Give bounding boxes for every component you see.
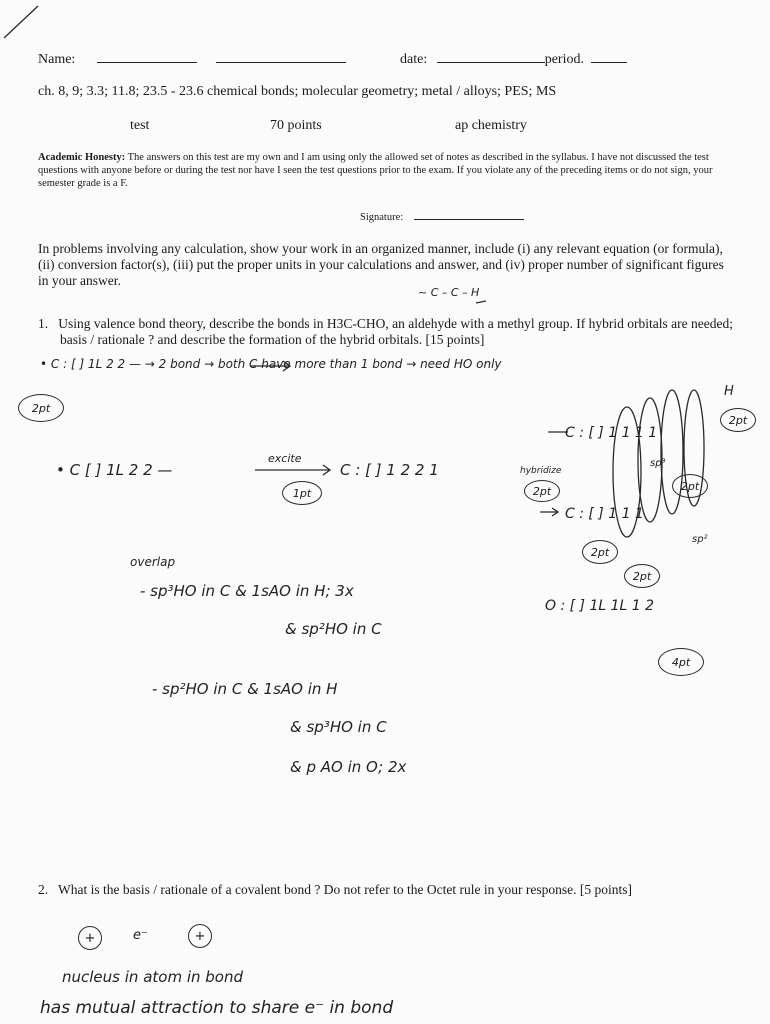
question-2-text: What is the basis / rationale of a covalent bond ? Do not refer to the Octet rule in your response. [5 points] bbox=[58, 882, 632, 897]
date-field[interactable] bbox=[437, 50, 545, 63]
date-label: date: bbox=[400, 52, 428, 67]
nucleus-circle-2: + bbox=[188, 924, 212, 948]
hw-sp2: sp² bbox=[692, 534, 708, 545]
hw-line-1: • C : [ ] 1L 2 2 — → 2 bond → both C have more than 1 bond → need HO only bbox=[40, 357, 502, 371]
hw-line-2b: C : [ ] 1 2 2 1 bbox=[340, 461, 439, 479]
hw-overlap-5: & p AO in O; 2x bbox=[290, 758, 407, 776]
points-circle-o: 4pt bbox=[658, 648, 704, 676]
signature-field[interactable] bbox=[414, 210, 524, 220]
hw-overlap-3: - sp²HO in C & 1sAO in H bbox=[152, 680, 338, 698]
hw-overlap: overlap bbox=[130, 555, 176, 569]
points-circle-a: 2pt bbox=[720, 408, 756, 432]
period-field[interactable] bbox=[591, 50, 627, 63]
question-1-text: Using valence bond theory, describe the bonds in H3C-CHO, an aldehyde with a methyl group. If hybrid orbitals are needed; basis / rationale ? and describe the formation of the hybrid orbitals. [15 points] bbox=[58, 316, 733, 347]
hw-overlap-1: - sp³HO in C & 1sAO in H; 3x bbox=[140, 582, 354, 600]
structure-sketch: ~ C – C – H bbox=[418, 286, 480, 299]
points-circle-excite: 1pt bbox=[282, 481, 322, 505]
points-circle-c: 2pt bbox=[582, 540, 618, 564]
name-field[interactable] bbox=[97, 50, 197, 63]
nucleus-circle-1: + bbox=[78, 926, 102, 950]
topics-line: ch. 8, 9; 3.3; 11.8; 23.5 - 23.6 chemical bonds; molecular geometry; metal / alloys; PES; MS bbox=[38, 84, 557, 99]
hw-right-c2: C : [ ] 1 1 1 bbox=[565, 506, 644, 522]
name-field-2[interactable] bbox=[216, 50, 346, 63]
question-1 bbox=[38, 316, 740, 348]
question-2 bbox=[38, 882, 738, 898]
hw-overlap-4: & sp³HO in C bbox=[290, 718, 387, 736]
honesty-text: The answers on this test are my own and I am using only the allowed set of notes as described in the syllabus. I have not discussed the test questions with anyone before or during the test nor have I seen the test questions prior to the exam. If you violate any of the preceding items or do not sign, your semester grade is a F. bbox=[38, 152, 713, 189]
instructions: In problems involving any calculation, show your work in an organized manner, include (i) any relevant equation (or formula), (ii) conversion factor(s), (iii) put the proper units in your calculations and answer, and (iv) proper number of significant figures in your answer. bbox=[38, 241, 724, 288]
hw-line-2: • C [ ] 1L 2 2 — bbox=[56, 461, 173, 479]
hw-electron: e⁻ bbox=[133, 928, 148, 943]
question-1-number: 1. bbox=[38, 316, 49, 331]
question-2-number: 2. bbox=[38, 882, 49, 897]
hw-q2-answer-1: nucleus in atom in bond bbox=[62, 968, 243, 986]
points-circle-b: 2pt bbox=[672, 474, 708, 498]
hw-q2-answer-2: has mutual attraction to share e⁻ in bond bbox=[40, 998, 394, 1018]
hw-excite: excite bbox=[268, 452, 302, 465]
test-points: 70 points bbox=[270, 118, 322, 133]
honesty-title: Academic Honesty: bbox=[38, 152, 126, 163]
points-circle-d: 2pt bbox=[624, 564, 660, 588]
name-label: Name: bbox=[38, 52, 76, 67]
hw-sp3: sp³ bbox=[650, 458, 666, 469]
hw-overlap-2: & sp²HO in C bbox=[285, 620, 382, 638]
hw-hybridize: hybridize bbox=[520, 466, 562, 476]
hw-right-c1: C : [ ] 1 1 1 1 bbox=[565, 425, 658, 441]
points-circle-hybridize: 2pt bbox=[524, 480, 560, 502]
period-label: period. bbox=[544, 52, 584, 67]
course-name: ap chemistry bbox=[455, 118, 527, 133]
points-circle-1: 2pt bbox=[18, 394, 64, 422]
hw-h-label: H bbox=[724, 384, 734, 399]
signature-label: Signature: bbox=[360, 212, 404, 223]
hw-right-o: O : [ ] 1L 1L 1 2 bbox=[545, 598, 655, 614]
test-type: test bbox=[130, 118, 150, 133]
academic-honesty bbox=[38, 151, 733, 190]
